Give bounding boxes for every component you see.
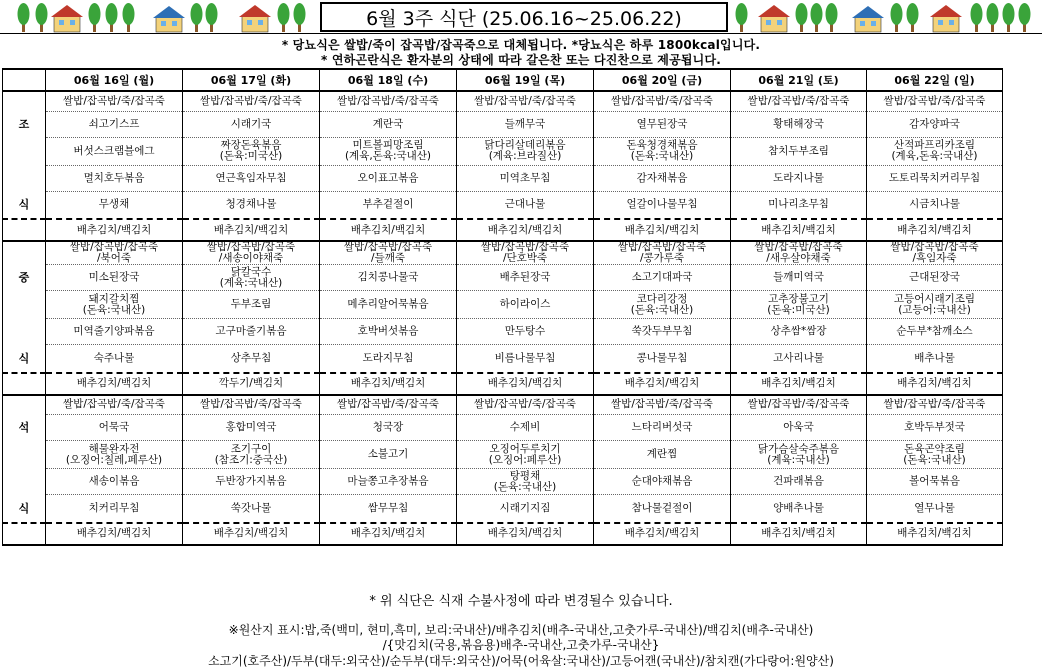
breakfast-menu-item: 미역초무침 [457, 165, 594, 191]
breakfast-menu-item: 감자양파국 [867, 111, 1003, 137]
dinner-menu-item: 쌀밥/잡곡밥/죽/잡곡죽 [320, 395, 457, 415]
lunch-menu-item: 도라지무침 [320, 345, 457, 373]
dish-name: 계란찜 [646, 448, 678, 460]
lunch-menu-item [457, 241, 594, 265]
dish-name: 짜장돈육볶음 [220, 139, 282, 151]
tree-icon [796, 3, 808, 32]
dish-name: 돼지갈치찜 [88, 292, 140, 305]
breakfast-label-cell: 식 [3, 191, 46, 219]
lunch-menu-item: 깍두기/백김치 [183, 373, 320, 395]
dish-name-line: /들깨죽 [371, 252, 405, 264]
breakfast-menu-item: 배추김치/백김치 [46, 219, 183, 241]
page-title: 6월 3주 식단 (25.06.16~25.06.22) [320, 2, 728, 32]
origin-info: (돈육:미국산) [767, 303, 830, 316]
dish-name: 고추장불고기 [768, 292, 829, 305]
breakfast-menu-item: 오이표고볶음 [320, 165, 457, 191]
breakfast-menu-item: 미나리초무침 [731, 191, 867, 219]
breakfast-label-cell [3, 219, 46, 241]
dinner-row [3, 469, 1003, 495]
breakfast-row [3, 137, 1003, 165]
lunch-menu-item [46, 241, 183, 265]
dish-name: 배추된장국 [499, 271, 551, 283]
weekly-menu-table [2, 68, 1003, 546]
tree-icon [736, 3, 748, 32]
lunch-row [3, 241, 1003, 265]
breakfast-menu-item: 도라지나물 [731, 165, 867, 191]
dish-name: 버섯스크램블에그 [73, 144, 155, 157]
dysphagia-diet-note: * 연하곤란식은 환자분의 상태에 따라 갈은찬 또는 다진찬으로 제공됩니다. [320, 53, 722, 67]
dinner-menu-item: 열무나물 [867, 495, 1003, 523]
dinner-label-cell: 식 [3, 495, 46, 523]
lunch-menu-item [46, 291, 183, 319]
tree-icon [811, 3, 823, 32]
origin-label-line-3: 소고기(호주산)/두부(대두:외국산)/순두부(대두:외국산)/어묵(어육살:국내산)/고등어캔(국내산)/참치캔(가다랑어:원양산) [208, 654, 834, 668]
dish-name: 코다리강정 [636, 292, 688, 305]
breakfast-row [3, 191, 1003, 219]
dish-name-line: /콩가루죽 [639, 252, 685, 264]
dinner-label-cell: 석 [3, 415, 46, 441]
day-header-row [3, 69, 1003, 91]
lunch-menu-item: 배추김치/백김치 [731, 373, 867, 395]
breakfast-menu-item: 들깨무국 [457, 111, 594, 137]
day-header: 06월 16일 (월) [46, 69, 183, 91]
origin-info: (오징어:칠레,페루산) [65, 453, 163, 466]
breakfast-menu-item: 쌀밥/잡곡밥/죽/잡곡죽 [183, 91, 320, 111]
house-icon [153, 6, 185, 32]
origin-info: (계육:브라질산) [488, 150, 562, 162]
day-header: 06월 19일 (목) [457, 69, 594, 91]
lunch-menu-item: 배추김치/백김치 [320, 373, 457, 395]
dish-name: 근대된장국 [909, 271, 960, 283]
breakfast-menu-item: 배추김치/백김치 [867, 219, 1003, 241]
village-illustration-left [10, 0, 310, 34]
lunch-menu-item [457, 265, 594, 291]
breakfast-row [3, 111, 1003, 137]
house-icon [51, 5, 83, 32]
breakfast-menu-item: 얼갈이나물무침 [594, 191, 731, 219]
lunch-menu-item [867, 241, 1003, 265]
dinner-menu-item: 배추김치/백김치 [867, 523, 1003, 545]
lunch-menu-item [183, 241, 320, 265]
lunch-menu-item: 배추김치/백김치 [594, 373, 731, 395]
breakfast-menu-item: 쌀밥/잡곡밥/죽/잡곡죽 [867, 91, 1003, 111]
house-icon [239, 5, 271, 32]
dish-name: 닭칼국수 [230, 265, 272, 278]
lunch-row [3, 265, 1003, 291]
lunch-menu-item: 콩나물무침 [594, 345, 731, 373]
dinner-menu-item: 쑥갓나물 [183, 495, 320, 523]
breakfast-label-cell [3, 137, 46, 165]
dish-name: 미트볼피망조림 [352, 139, 424, 151]
breakfast-menu-item [731, 137, 867, 165]
dinner-menu-item: 배추김치/백김치 [46, 523, 183, 545]
breakfast-menu-item: 배추김치/백김치 [457, 219, 594, 241]
dinner-menu-item [594, 469, 731, 495]
origin-info: (돈육:국내산) [903, 453, 966, 466]
dish-name: 김치콩나물국 [357, 271, 419, 283]
lunch-menu-item: 만두탕수 [457, 319, 594, 345]
breakfast-menu-item: 시금치나물 [867, 191, 1003, 219]
dinner-menu-item: 배추김치/백김치 [731, 523, 867, 545]
tree-icon [36, 3, 48, 32]
origin-info: (고등어:국내산) [898, 303, 971, 316]
dinner-menu-item: 쌈무무침 [320, 495, 457, 523]
lunch-menu-item: 숙주나물 [46, 345, 183, 373]
dinner-menu-item: 쌀밥/잡곡밥/죽/잡곡죽 [46, 395, 183, 415]
dish-name: 돈육청경채볶음 [626, 139, 698, 151]
breakfast-menu-item: 배추김치/백김치 [594, 219, 731, 241]
breakfast-menu-item [867, 137, 1003, 165]
dinner-menu-item: 수제비 [457, 415, 594, 441]
dish-name: 쌀밥/잡곡밥/잡곡죽 [890, 241, 979, 253]
house-icon [758, 5, 790, 32]
dinner-row [3, 395, 1003, 415]
breakfast-menu-item [183, 137, 320, 165]
dinner-menu-item: 치커리무침 [46, 495, 183, 523]
lunch-menu-item [457, 291, 594, 319]
tree-icon [971, 3, 983, 32]
breakfast-label-cell [3, 91, 46, 111]
lunch-menu-item [731, 241, 867, 265]
lunch-menu-item [731, 265, 867, 291]
dish-name: 고등어시래기조림 [893, 292, 976, 305]
lunch-row [3, 373, 1003, 395]
lunch-menu-item: 상추무침 [183, 345, 320, 373]
breakfast-menu-item: 무생채 [46, 191, 183, 219]
origin-info: (계육,돈육:국내산) [344, 150, 432, 162]
dish-name: 건파래볶음 [773, 475, 824, 487]
lunch-menu-item [320, 291, 457, 319]
dish-name: 닭가슴살숙주볶음 [757, 442, 840, 455]
lunch-menu-item [183, 265, 320, 291]
breakfast-menu-item [320, 137, 457, 165]
tree-icon [1019, 3, 1031, 32]
tree-icon [18, 3, 30, 32]
dinner-menu-item: 참나물겉절이 [594, 495, 731, 523]
dish-name-line: /흑임자죽 [912, 252, 957, 264]
breakfast-menu-item [46, 137, 183, 165]
dinner-menu-item: 쌀밥/잡곡밥/죽/잡곡죽 [594, 395, 731, 415]
breakfast-menu-item: 배추김치/백김치 [183, 219, 320, 241]
breakfast-menu-item: 연근흑임자무침 [183, 165, 320, 191]
breakfast-menu-item [457, 137, 594, 165]
lunch-menu-item: 쑥갓두부무침 [594, 319, 731, 345]
lunch-row [3, 319, 1003, 345]
lunch-menu-item: 호박버섯볶음 [320, 319, 457, 345]
lunch-menu-item: 순두부*참깨소스 [867, 319, 1003, 345]
dish-name: 마늘쫑고추장볶음 [347, 475, 429, 487]
dinner-menu-item [731, 469, 867, 495]
tree-icon [106, 3, 118, 32]
dinner-menu-item [183, 469, 320, 495]
dinner-menu-item: 아욱국 [731, 415, 867, 441]
dish-name: 쌀밥/잡곡밥/잡곡죽 [206, 241, 296, 253]
breakfast-menu-item: 황태해장국 [731, 111, 867, 137]
origin-info: (돈육:국내산) [630, 303, 694, 316]
lunch-label-cell [3, 373, 46, 395]
breakfast-menu-item: 도토리묵치커리무침 [867, 165, 1003, 191]
dinner-menu-item: 쌀밥/잡곡밥/죽/잡곡죽 [183, 395, 320, 415]
dinner-menu-item [731, 441, 867, 469]
tree-icon [206, 3, 218, 32]
dish-name: 돈육곤약조림 [904, 442, 965, 455]
breakfast-menu-item: 쌀밥/잡곡밥/죽/잡곡죽 [320, 91, 457, 111]
breakfast-label-cell: 조 [3, 111, 46, 137]
menu-change-notice: * 위 식단은 식재 수불사정에 따라 변경될수 있습니다. [369, 594, 673, 609]
dinner-menu-item [457, 469, 594, 495]
dish-name: 쌀밥/잡곡밥/잡곡죽 [617, 241, 707, 253]
dinner-menu-item [46, 441, 183, 469]
dinner-menu-item [457, 441, 594, 469]
dish-name: 들깨미역국 [773, 271, 824, 283]
dish-name-line: /새송이야채죽 [218, 252, 284, 264]
lunch-menu-item [320, 265, 457, 291]
dish-name-line: /북어죽 [97, 252, 131, 264]
origin-label-line-2: /{맛김치(국용,볶음용)배추-국내산,고춧가루-국내산} [382, 638, 660, 652]
origin-info: (계육,돈육:국내산) [891, 150, 978, 162]
tree-icon [907, 3, 919, 32]
dinner-menu-item [594, 441, 731, 469]
dinner-menu-item [867, 441, 1003, 469]
lunch-row [3, 291, 1003, 319]
village-illustration-right [735, 0, 1035, 34]
dish-name: 조기구이 [230, 442, 272, 455]
lunch-menu-item [867, 265, 1003, 291]
breakfast-menu-item: 청경채나물 [183, 191, 320, 219]
tree-icon [89, 3, 101, 32]
dinner-menu-item: 호박두부젓국 [867, 415, 1003, 441]
dinner-label-cell [3, 469, 46, 495]
dish-name: 순대야채볶음 [631, 475, 693, 487]
dinner-row [3, 441, 1003, 469]
tree-icon [123, 3, 135, 32]
dinner-row [3, 415, 1003, 441]
dinner-label-cell [3, 523, 46, 545]
lunch-menu-item: 배추나물 [867, 345, 1003, 373]
lunch-label-cell [3, 319, 46, 345]
lunch-menu-item [46, 265, 183, 291]
breakfast-row [3, 91, 1003, 111]
dish-name: 메추리알어묵볶음 [347, 298, 429, 310]
tree-icon [891, 3, 903, 32]
corner-cell [3, 69, 46, 91]
lunch-menu-item [731, 291, 867, 319]
breakfast-menu-item: 시래기국 [183, 111, 320, 137]
dinner-menu-item [46, 469, 183, 495]
dish-name: 해물완자전 [88, 442, 140, 455]
dinner-menu-item: 쌀밥/잡곡밥/죽/잡곡죽 [731, 395, 867, 415]
dish-name: 새송이볶음 [88, 475, 140, 487]
dinner-menu-item: 양배추나물 [731, 495, 867, 523]
dinner-menu-item: 어묵국 [46, 415, 183, 441]
header-divider [0, 33, 1042, 34]
origin-info: (돈육:미국산) [219, 150, 283, 162]
dish-name: 닭다리살데리볶음 [484, 139, 566, 151]
lunch-menu-item: 고사리나물 [731, 345, 867, 373]
dish-name: 볼어묵볶음 [909, 475, 960, 487]
lunch-menu-item [320, 241, 457, 265]
day-header: 06월 21일 (토) [731, 69, 867, 91]
tree-icon [987, 3, 999, 32]
lunch-menu-item [594, 291, 731, 319]
dinner-menu-item: 시래기지짐 [457, 495, 594, 523]
dinner-menu-item: 배추김치/백김치 [183, 523, 320, 545]
dish-name: 참치두부조림 [768, 144, 829, 157]
lunch-menu-item: 상추쌈*쌈장 [731, 319, 867, 345]
breakfast-row [3, 165, 1003, 191]
lunch-menu-item [867, 291, 1003, 319]
breakfast-menu-item: 근대나물 [457, 191, 594, 219]
lunch-menu-item: 미역줄기양파볶음 [46, 319, 183, 345]
breakfast-menu-item: 배추김치/백김치 [320, 219, 457, 241]
dish-name: 쌀밥/잡곡밥/잡곡죽 [69, 241, 159, 253]
tree-icon [1003, 3, 1015, 32]
house-icon [930, 5, 962, 32]
tree-icon [278, 3, 290, 32]
origin-info: (돈육:국내산) [82, 303, 146, 316]
tree-icon [826, 3, 838, 32]
origin-info: (계육:국내산) [767, 453, 830, 466]
dish-name: 산적파프리카조림 [893, 139, 976, 151]
dinner-row [3, 523, 1003, 545]
tree-icon [294, 3, 306, 32]
breakfast-menu-item: 쌀밥/잡곡밥/죽/잡곡죽 [46, 91, 183, 111]
lunch-menu-item: 비름나물무침 [457, 345, 594, 373]
dinner-menu-item [183, 441, 320, 469]
dish-name: 쌀밥/잡곡밥/잡곡죽 [754, 241, 843, 253]
tree-icon [191, 3, 203, 32]
breakfast-menu-item: 배추김치/백김치 [731, 219, 867, 241]
day-header: 06월 22일 (일) [867, 69, 1003, 91]
lunch-menu-item [183, 291, 320, 319]
dish-name: 두반장가지볶음 [215, 475, 287, 487]
breakfast-menu-item: 부추겉절이 [320, 191, 457, 219]
origin-info: (참조기:중국산) [214, 453, 288, 466]
dinner-menu-item: 배추김치/백김치 [594, 523, 731, 545]
dish-name: 탕평채 [509, 469, 541, 482]
dish-name: 하이라이스 [499, 298, 551, 310]
lunch-label-cell [3, 241, 46, 265]
lunch-menu-item: 배추김치/백김치 [457, 373, 594, 395]
dinner-menu-item [320, 469, 457, 495]
lunch-row [3, 345, 1003, 373]
lunch-menu-item: 고구마줄기볶음 [183, 319, 320, 345]
breakfast-menu-item: 쌀밥/잡곡밥/죽/잡곡죽 [594, 91, 731, 111]
dish-name: 오징어두루치기 [489, 442, 561, 455]
breakfast-menu-item: 감자채볶음 [594, 165, 731, 191]
breakfast-menu-item: 열무된장국 [594, 111, 731, 137]
dish-name-line: /새우살야채죽 [766, 252, 831, 264]
breakfast-menu-item: 쌀밥/잡곡밥/죽/잡곡죽 [457, 91, 594, 111]
lunch-label-cell: 식 [3, 345, 46, 373]
dinner-menu-item: 느타리버섯국 [594, 415, 731, 441]
dish-name: 소불고기 [367, 448, 409, 460]
house-icon [852, 6, 884, 32]
dinner-menu-item: 배추김치/백김치 [320, 523, 457, 545]
dinner-menu-item: 쌀밥/잡곡밥/죽/잡곡죽 [867, 395, 1003, 415]
dinner-menu-item [320, 441, 457, 469]
lunch-label-cell [3, 291, 46, 319]
breakfast-label-cell [3, 165, 46, 191]
lunch-label-cell: 중 [3, 265, 46, 291]
diabetic-diet-note: * 당뇨식은 쌀밥/죽이 잡곡밥/잡곡죽으로 대체됩니다. *당뇨식은 하루 1800kcal입니다. [281, 38, 761, 52]
dinner-menu-item: 청국장 [320, 415, 457, 441]
dinner-label-cell [3, 395, 46, 415]
lunch-menu-item: 배추김치/백김치 [46, 373, 183, 395]
day-header: 06월 20일 (금) [594, 69, 731, 91]
breakfast-menu-item: 쇠고기스프 [46, 111, 183, 137]
dinner-menu-item: 쌀밥/잡곡밥/죽/잡곡죽 [457, 395, 594, 415]
breakfast-menu-item: 멸치호두볶음 [46, 165, 183, 191]
breakfast-menu-item: 쌀밥/잡곡밥/죽/잡곡죽 [731, 91, 867, 111]
day-header: 06월 18일 (수) [320, 69, 457, 91]
dish-name: 두부조림 [230, 298, 272, 310]
breakfast-menu-item [594, 137, 731, 165]
lunch-menu-item [594, 265, 731, 291]
dinner-menu-item: 홍합미역국 [183, 415, 320, 441]
day-header: 06월 17일 (화) [183, 69, 320, 91]
breakfast-row [3, 219, 1003, 241]
dish-name: 쌀밥/잡곡밥/잡곡죽 [480, 241, 570, 253]
origin-info: (오징어:페루산) [488, 453, 562, 466]
origin-info: (계육:국내산) [219, 276, 283, 289]
origin-info: (돈육:국내산) [630, 150, 694, 162]
lunch-menu-item [594, 241, 731, 265]
dinner-label-cell [3, 441, 46, 469]
dish-name-line: /단호박죽 [502, 252, 548, 264]
dinner-menu-item: 배추김치/백김치 [457, 523, 594, 545]
lunch-menu-item: 배추김치/백김치 [867, 373, 1003, 395]
dish-name: 쌀밥/잡곡밥/잡곡죽 [343, 241, 433, 253]
breakfast-menu-item: 계란국 [320, 111, 457, 137]
dinner-menu-item [867, 469, 1003, 495]
origin-info: (돈육:국내산) [493, 480, 557, 493]
origin-label-line-1: ※원산지 표시:밥,죽(백미, 현미,흑미, 보리:국내산)/배추김치(배추-국내산,고춧가루-국내산)/백김치(배추-국내산) [228, 623, 814, 637]
dish-name: 미소된장국 [88, 271, 140, 283]
dinner-row [3, 495, 1003, 523]
dish-name: 소고기대파국 [631, 271, 693, 283]
